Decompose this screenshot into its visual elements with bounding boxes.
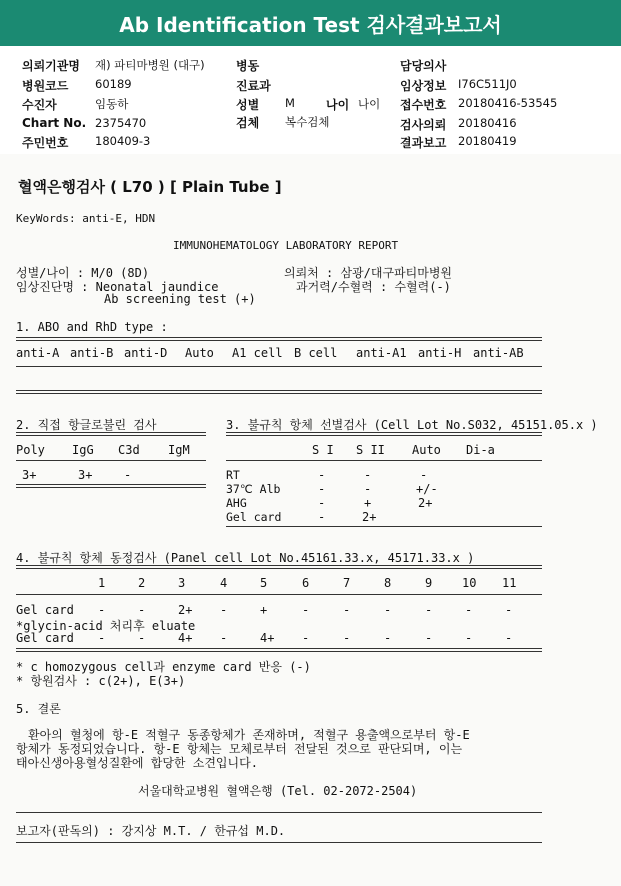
abo-header-4: Auto [185, 346, 214, 360]
panel-note: *glycin-acid 처리후 eluate [16, 619, 196, 633]
panel-header: 3 [178, 576, 186, 590]
panel-cell: 4+ [178, 631, 193, 645]
screen-header-2: S II [356, 443, 385, 457]
patient-diagnosis: 임상진단명 : Neonatal jaundice [16, 280, 219, 294]
panel-header: 7 [343, 576, 351, 590]
dat-value-1: 3+ [22, 468, 37, 482]
screen-cell: - [364, 482, 372, 496]
receiver-value: 임동하 [95, 97, 129, 111]
report-title-bar [0, 0, 621, 46]
institution: 서울대학교병원 혈액은행 (Tel. 02-2072-2504) [138, 784, 418, 798]
reporter: 보고자(판독의) : 강지상 M.T. / 한규섭 M.D. [16, 824, 286, 838]
abo-line [16, 366, 542, 367]
doctor-label: 담당의사 [400, 59, 447, 73]
panel-cell: - [384, 631, 392, 645]
receiver-label: 수진자 [22, 98, 57, 112]
panel-cell: - [343, 631, 351, 645]
footer-line-bottom [16, 842, 542, 843]
code-label: 병원코드 [22, 79, 69, 93]
sex-label: 성별 [236, 98, 260, 112]
panel-cell: - [425, 603, 433, 617]
panel-cell: - [302, 603, 310, 617]
specimen-label: 검체 [236, 116, 260, 130]
panel-cell: - [425, 631, 433, 645]
lab-title: IMMUNOHEMATOLOGY LABORATORY REPORT [173, 239, 399, 252]
report-title: Ab Identification Test 검사결과보고서 [119, 12, 502, 37]
screen-cell: - [318, 510, 326, 524]
screen-cell: 2+ [418, 496, 433, 510]
screen-cell: - [318, 496, 326, 510]
screen-header-4: Di-a [466, 443, 495, 457]
panel-cell: 4+ [260, 631, 275, 645]
referrer: 의뢰처 : 삼광/대구파티마병원 [284, 266, 453, 280]
panel-rule-bottom [16, 648, 542, 652]
abo-header-8: anti-H [418, 346, 462, 360]
dat-rule-bottom [16, 484, 206, 488]
req-label: 검사의뢰 [400, 118, 447, 132]
clinical-label: 임상정보 [400, 79, 447, 93]
panel-cell: - [98, 631, 106, 645]
patient-sexage: 성별/나이 : M/0 (8D) [16, 266, 150, 280]
panel-cell: 2+ [178, 603, 193, 617]
ward-label: 병동 [236, 59, 260, 73]
screen-row-label: RT [226, 468, 240, 482]
panel-header: 8 [384, 576, 392, 590]
panel-header: 9 [425, 576, 433, 590]
scanned-report [0, 154, 621, 886]
receipt-value: 20180416-53545 [458, 96, 558, 110]
screen-rule-top [226, 432, 542, 436]
panel-rule-top [16, 565, 542, 569]
screen-cell: - [364, 468, 372, 482]
dat-header-4: IgM [168, 443, 190, 457]
panel-cell: - [98, 603, 106, 617]
screen-header-1: S I [312, 443, 334, 457]
conclusion-line-3: 태아신생아용혈성질환에 합당한 소견입니다. [16, 756, 258, 770]
footer-line-top [16, 812, 542, 813]
panel-header: 11 [502, 576, 517, 590]
panel-cell: - [465, 603, 473, 617]
dept-label: 진료과 [236, 79, 271, 93]
abo-rule-bottom [16, 390, 542, 394]
report-date-label: 결과보고 [400, 136, 447, 150]
screen-line [226, 460, 542, 461]
panel-cell: - [505, 631, 513, 645]
age-value: 나이 [358, 97, 381, 111]
hospital-value: 재) 파티마병원 (대구) [95, 58, 205, 72]
note-1: * c homozygous cell과 enzyme card 반응 (-) [16, 660, 311, 674]
screen-row-label: 37℃ Alb [226, 482, 281, 496]
screen-header-3: Auto [412, 443, 441, 457]
dat-header-1: Poly [16, 443, 45, 457]
screen-cell: + [364, 496, 372, 510]
panel-row2-label: Gel card [16, 631, 74, 645]
panel-header: 2 [138, 576, 146, 590]
dat-line [16, 460, 206, 461]
screen-cell: 2+ [362, 510, 377, 524]
patient-info-header [0, 46, 621, 150]
panel-header: 6 [302, 576, 310, 590]
receipt-label: 접수번호 [400, 98, 447, 112]
age-label: 나이 [326, 98, 350, 112]
dat-rule-top [16, 432, 206, 436]
abo-header-3: anti-D [124, 346, 168, 360]
abo-rule-top [16, 337, 542, 341]
screen-cell: +/- [416, 482, 438, 496]
panel-cell: - [384, 603, 392, 617]
screen-row-label: AHG [226, 496, 247, 510]
section-title: 혈액은행검사 ( L70 ) [ Plain Tube ] [18, 178, 282, 196]
dat-value-3: - [124, 468, 132, 482]
panel-cell: - [302, 631, 310, 645]
chart-value: 2375470 [95, 116, 147, 130]
dat-header-3: C3d [118, 443, 140, 457]
conclusion-line-1: 환아의 혈청에 항-E 적혈구 동종항체가 존재하며, 적혈구 용출액으로부터 항-E [28, 728, 470, 742]
patient-diagnosis-2: Ab screening test (+) [104, 292, 256, 306]
abo-header-1: anti-A [16, 346, 60, 360]
screen-cell: - [318, 468, 326, 482]
panel-title: 4. 불규칙 항체 동정검사 (Panel cell Lot No.45161.33.x, 45171.33.x ) [16, 551, 475, 565]
panel-cell: - [465, 631, 473, 645]
panel-row1-label: Gel card [16, 603, 74, 617]
req-value: 20180416 [458, 116, 517, 130]
panel-cell: + [260, 603, 268, 617]
panel-cell: - [138, 631, 146, 645]
abo-header-5: A1 cell [232, 346, 283, 360]
abo-header-7: anti-A1 [356, 346, 407, 360]
panel-cell: - [505, 603, 513, 617]
screen-row-label: Gel card [226, 510, 282, 524]
dat-title: 2. 직접 항글로불린 검사 [16, 418, 157, 432]
panel-header: 4 [220, 576, 228, 590]
id-label: 주민번호 [22, 136, 69, 150]
id-value: 180409-3 [95, 134, 151, 148]
abo-header-6: B cell [294, 346, 338, 360]
conclusion-title: 5. 결론 [16, 702, 61, 716]
panel-cell: - [220, 603, 228, 617]
panel-line [16, 594, 542, 595]
screen-cell: - [420, 468, 428, 482]
screen-line-bottom [226, 526, 542, 527]
abo-header-9: anti-AB [473, 346, 524, 360]
report-date-value: 20180419 [458, 134, 517, 148]
panel-cell: - [343, 603, 351, 617]
panel-header: 1 [98, 576, 106, 590]
panel-cell: - [220, 631, 228, 645]
specimen-value: 복수검체 [285, 115, 330, 129]
hospital-label: 의뢰기관명 [22, 59, 80, 73]
note-2: * 항원검사 : c(2+), E(3+) [16, 674, 186, 688]
abo-header-2: anti-B [70, 346, 114, 360]
dat-header-2: IgG [72, 443, 94, 457]
history: 과거력/수혈력 : 수혈력(-) [296, 280, 451, 294]
dat-value-2: 3+ [78, 468, 93, 482]
screen-title: 3. 불규칙 항체 선별검사 (Cell Lot No.S032, 45151.05.x ) [226, 418, 598, 432]
chart-label: Chart No. [22, 116, 87, 130]
code-value: 60189 [95, 77, 132, 91]
abo-title: 1. ABO and RhD type : [16, 320, 168, 334]
sex-value: M [285, 96, 295, 110]
panel-cell: - [138, 603, 146, 617]
panel-header: 10 [462, 576, 477, 590]
clinical-value: I76C511J0 [458, 77, 517, 91]
keywords: KeyWords: anti-E, HDN [16, 212, 156, 225]
screen-cell: - [318, 482, 326, 496]
panel-header: 5 [260, 576, 268, 590]
conclusion-line-2: 항체가 동정되었습니다. 항-E 항체는 모체로부터 전달된 것으로 판단되며, 이는 [16, 742, 463, 756]
